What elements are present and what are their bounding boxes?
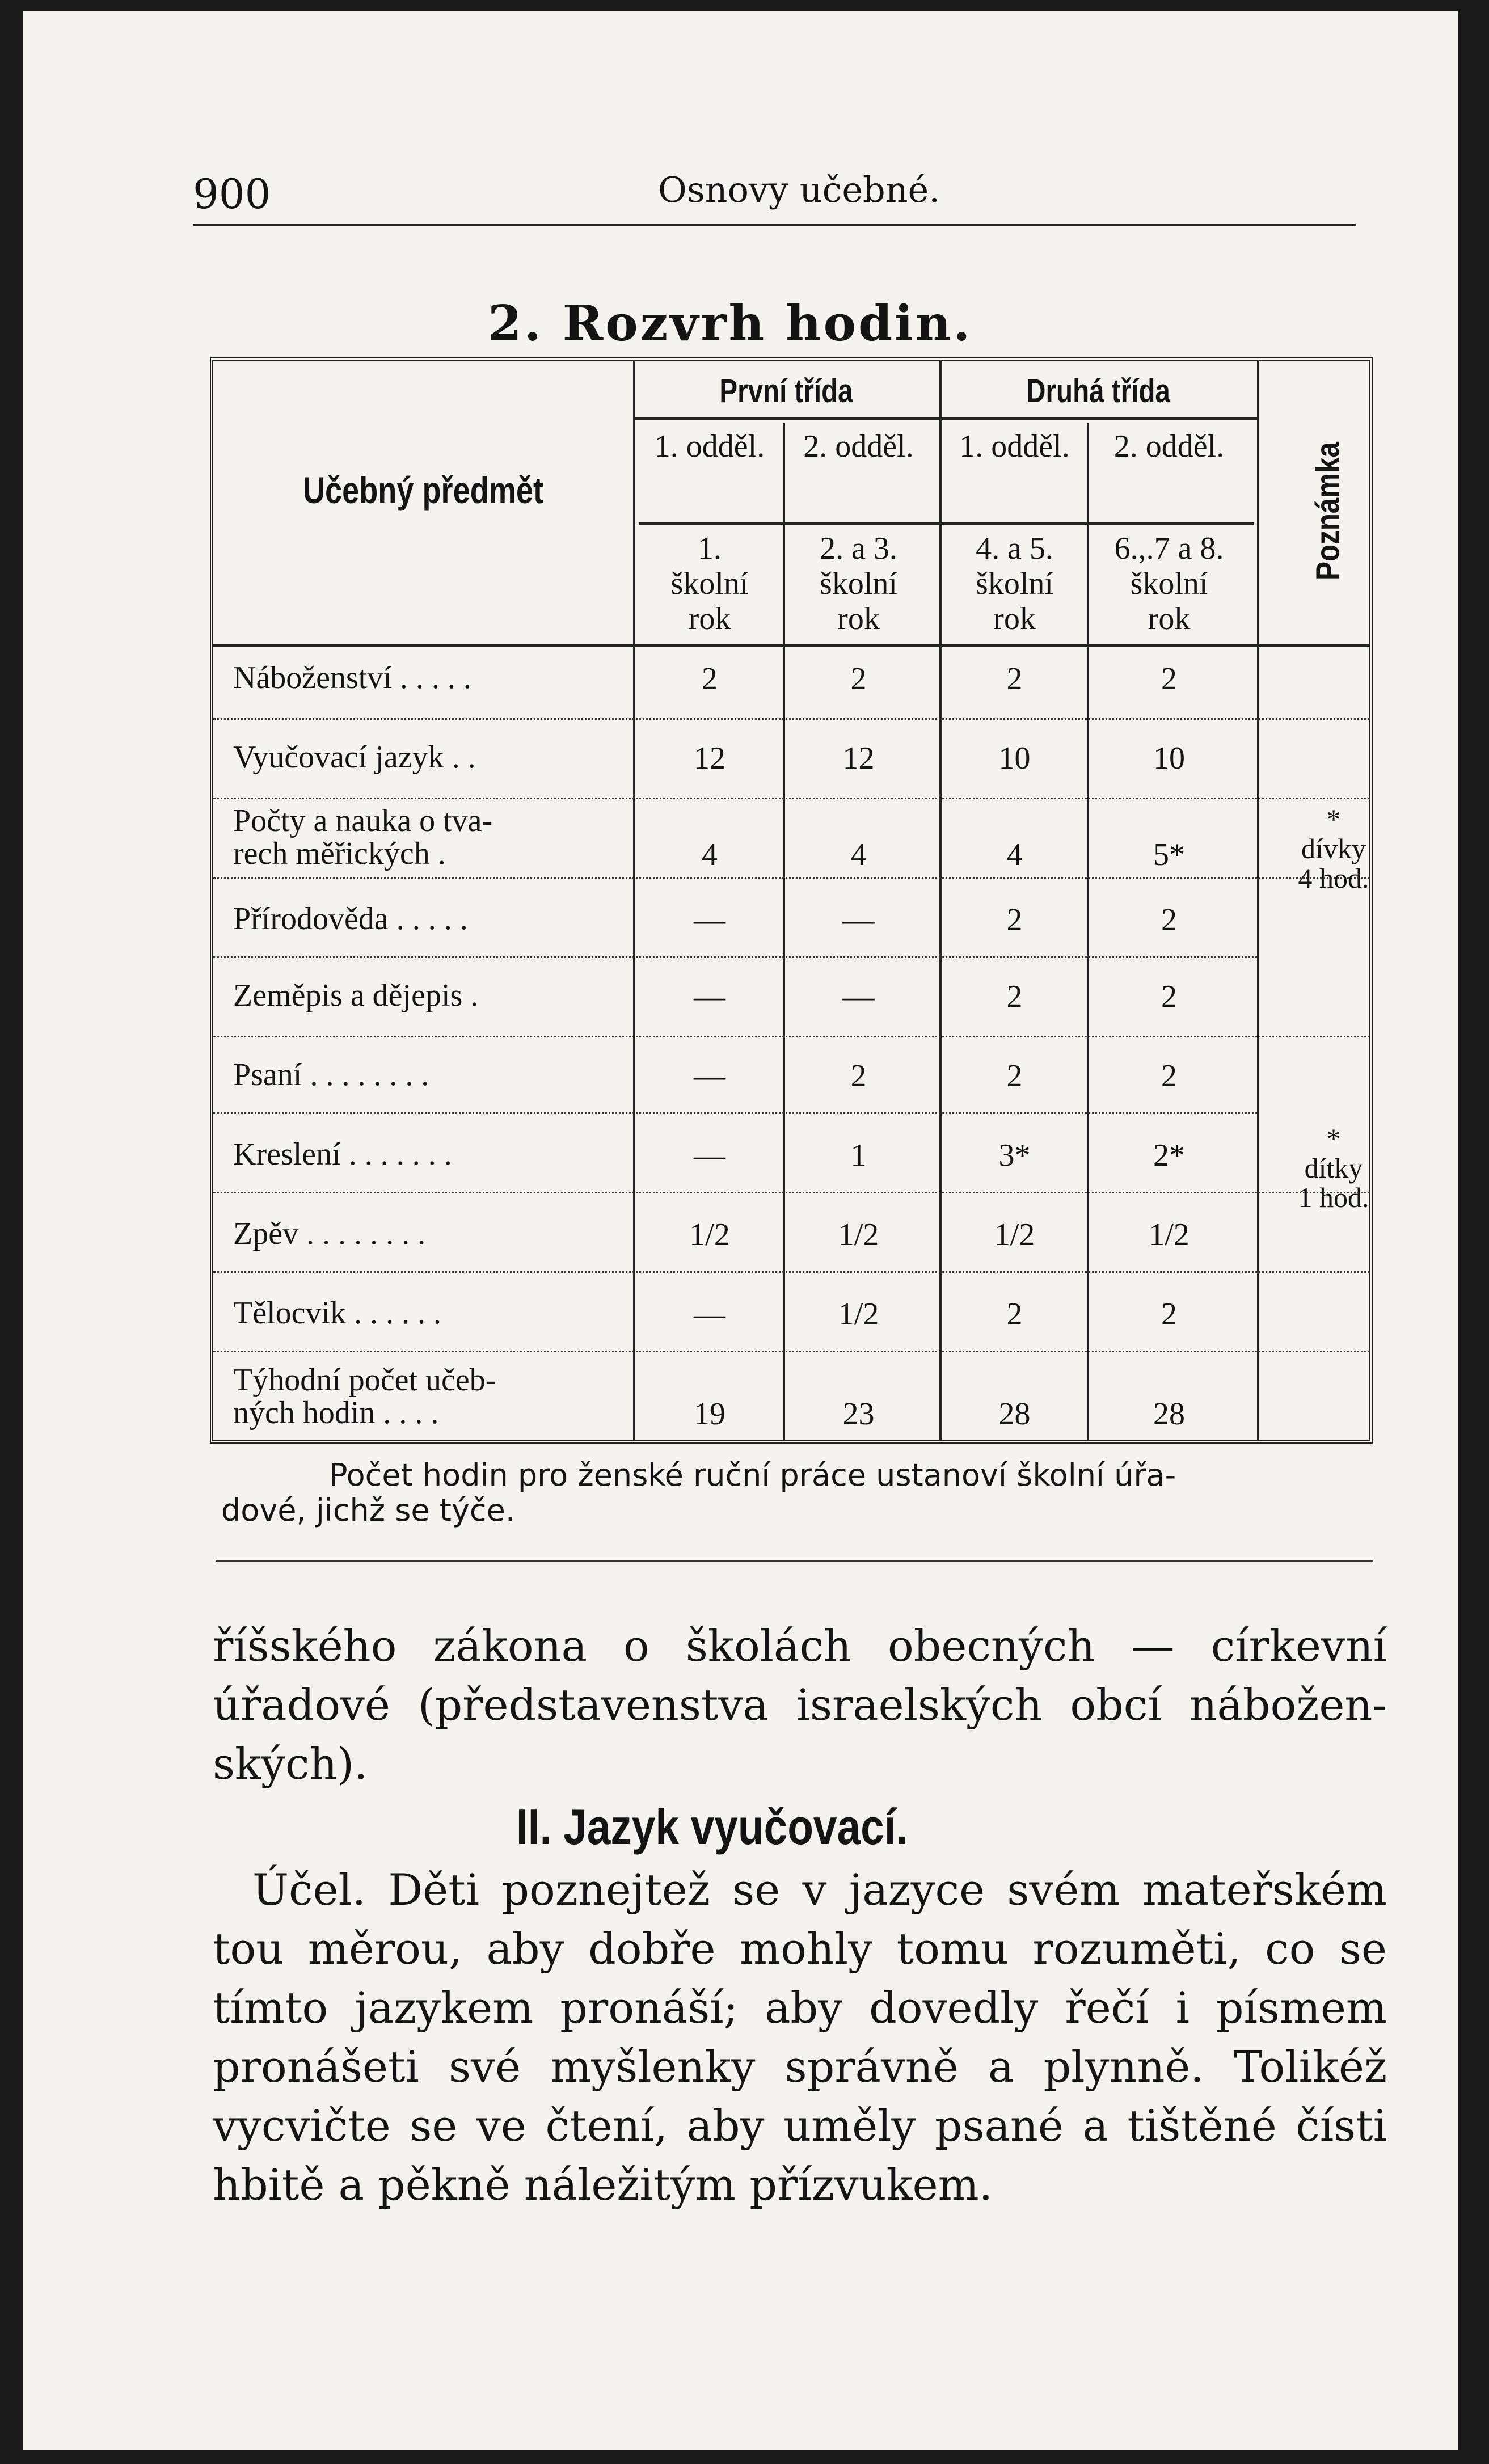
column-rule xyxy=(633,361,635,1441)
hours-cell: 2 xyxy=(1006,979,1023,1014)
hours-cell: 2 xyxy=(1161,661,1177,697)
hours-cell: 1/2 xyxy=(838,1297,879,1332)
row-divider xyxy=(213,1192,1370,1193)
column-rule xyxy=(1087,423,1089,1441)
hours-cell: 1 xyxy=(850,1138,867,1173)
subject-column-header: Učebný předmět xyxy=(302,469,544,511)
hours-cell: 2 xyxy=(1161,902,1177,938)
school-year-header: 1. školní rok xyxy=(670,531,749,636)
subject-cell: Psaní . . . . . . . . xyxy=(233,1057,429,1092)
hours-cell: 28 xyxy=(998,1396,1031,1432)
hours-cell: 12 xyxy=(694,741,725,776)
hours-cell: 2 xyxy=(1006,661,1023,697)
subject-cell: Vyučovací jazyk . . xyxy=(233,740,476,775)
hours-cell: 2 xyxy=(1006,1297,1023,1332)
school-year-header: 4. a 5. školní rok xyxy=(976,531,1053,636)
hours-cell: 2 xyxy=(702,661,718,697)
subject-cell: Přírodověda . . . . . xyxy=(233,901,468,936)
page-number: 900 xyxy=(193,170,271,218)
note-column-header: Poznámka xyxy=(1309,442,1347,580)
row-divider xyxy=(213,1112,1257,1114)
table-footnote: Počet hodin pro ženské ruční práce ustanoví školní úřa- dové, jichž se týče. xyxy=(221,1457,1176,1528)
hours-cell: 2 xyxy=(1006,902,1023,938)
hours-cell: 10 xyxy=(1153,741,1185,776)
header-rule xyxy=(193,224,1356,226)
hours-cell: 4 xyxy=(1006,837,1023,872)
hours-cell: 1/2 xyxy=(994,1217,1035,1252)
row-divider xyxy=(213,956,1257,958)
hours-cell: 10 xyxy=(998,741,1031,776)
row-divider xyxy=(213,718,1370,720)
group-header-second: Druhá třída xyxy=(1026,373,1170,410)
hours-cell: — xyxy=(842,902,875,938)
row-divider xyxy=(213,1271,1370,1273)
row-divider xyxy=(213,877,1370,879)
hours-cell: 2 xyxy=(1006,1058,1023,1094)
division-header: 1. odděl. xyxy=(654,429,765,464)
subject-cell: Zeměpis a dějepis . xyxy=(233,978,479,1013)
hours-cell: 5* xyxy=(1153,837,1185,872)
subject-cell: Náboženství . . . . . xyxy=(233,660,471,695)
row-divider xyxy=(213,798,1370,799)
hours-cell: — xyxy=(694,1058,725,1094)
division-header: 2. odděl. xyxy=(803,429,914,464)
hours-cell: 4 xyxy=(850,837,867,872)
hours-cell: 2 xyxy=(850,1058,867,1094)
subject-cell: Kreslení . . . . . . . xyxy=(233,1137,452,1172)
note-cell: * dítky 1 hod. xyxy=(1298,1123,1369,1213)
hours-cell: 2* xyxy=(1153,1138,1185,1173)
row-divider xyxy=(213,1351,1370,1352)
hours-cell: 2 xyxy=(850,661,867,697)
hours-cell: — xyxy=(694,902,725,938)
hours-cell: 1/2 xyxy=(838,1217,879,1252)
school-year-header: 2. a 3. školní rok xyxy=(820,531,897,636)
hours-cell: — xyxy=(694,979,725,1014)
hours-cell: 23 xyxy=(842,1396,875,1432)
section-title: 2. Rozvrh hodin. xyxy=(488,295,973,352)
header-bottom-rule xyxy=(213,644,1370,647)
hours-cell: 4 xyxy=(702,837,718,872)
page-header xyxy=(193,164,1356,227)
school-year-header: 6.,.7 a 8. školní rok xyxy=(1114,531,1224,636)
hours-cell: 2 xyxy=(1161,979,1177,1014)
hours-cell: 3* xyxy=(998,1138,1031,1173)
note-cell: * dívky 4 hod. xyxy=(1298,803,1369,894)
running-title: Osnovy učebné. xyxy=(658,169,940,210)
division-header: 2. odděl. xyxy=(1113,429,1225,464)
hours-cell: — xyxy=(694,1138,725,1173)
hours-cell: 1/2 xyxy=(689,1217,730,1252)
paragraph: Účel. Děti poznejtež se v jazyce svém mateřském tou měrou, aby dobře mohly tomu rozuměti, co se tímto jazykem pronáší; aby dovedly řečí i písmem pronášeti své myšlenky správně a plynně. Tolikéž vycvičte se ve čtení, aby uměly psané a tištěné čísti hbitě a pěkně náležitým přízvukem. xyxy=(213,1864,1387,2210)
subject-cell: Počty a nauka o tva- xyxy=(233,803,493,838)
row-divider xyxy=(213,1036,1370,1037)
hours-cell: 12 xyxy=(842,741,875,776)
separator-rule xyxy=(216,1560,1373,1562)
group-header-first: První třída xyxy=(719,373,853,410)
hours-cell: — xyxy=(842,979,875,1014)
paragraph: říšského zákona o školách obecných — církevní úřadové (představenstva israelských obcí náboženských). xyxy=(213,1621,1387,1789)
chapter-title: II. Jazyk vyučovací. xyxy=(516,1799,908,1855)
hours-cell: — xyxy=(694,1297,725,1332)
hours-cell: 19 xyxy=(694,1396,725,1432)
hours-cell: 2 xyxy=(1161,1297,1177,1332)
header-rule xyxy=(633,417,1257,420)
book-page xyxy=(23,11,1458,2450)
header-rule xyxy=(639,522,1254,525)
hours-cell: 2 xyxy=(1161,1058,1177,1094)
column-rule xyxy=(1257,361,1259,1441)
subject-cell: ných hodin . . . . xyxy=(233,1395,439,1431)
schedule-table xyxy=(210,357,1373,1444)
subject-cell: Zpěv . . . . . . . . xyxy=(233,1216,426,1251)
subject-cell: Tělocvik . . . . . . xyxy=(233,1296,442,1331)
division-header: 1. odděl. xyxy=(959,429,1070,464)
subject-cell: Týhodní počet učeb- xyxy=(233,1362,496,1398)
hours-cell: 1/2 xyxy=(1149,1217,1189,1252)
subject-cell: rech měřických . xyxy=(233,836,446,871)
hours-cell: 28 xyxy=(1153,1396,1185,1432)
